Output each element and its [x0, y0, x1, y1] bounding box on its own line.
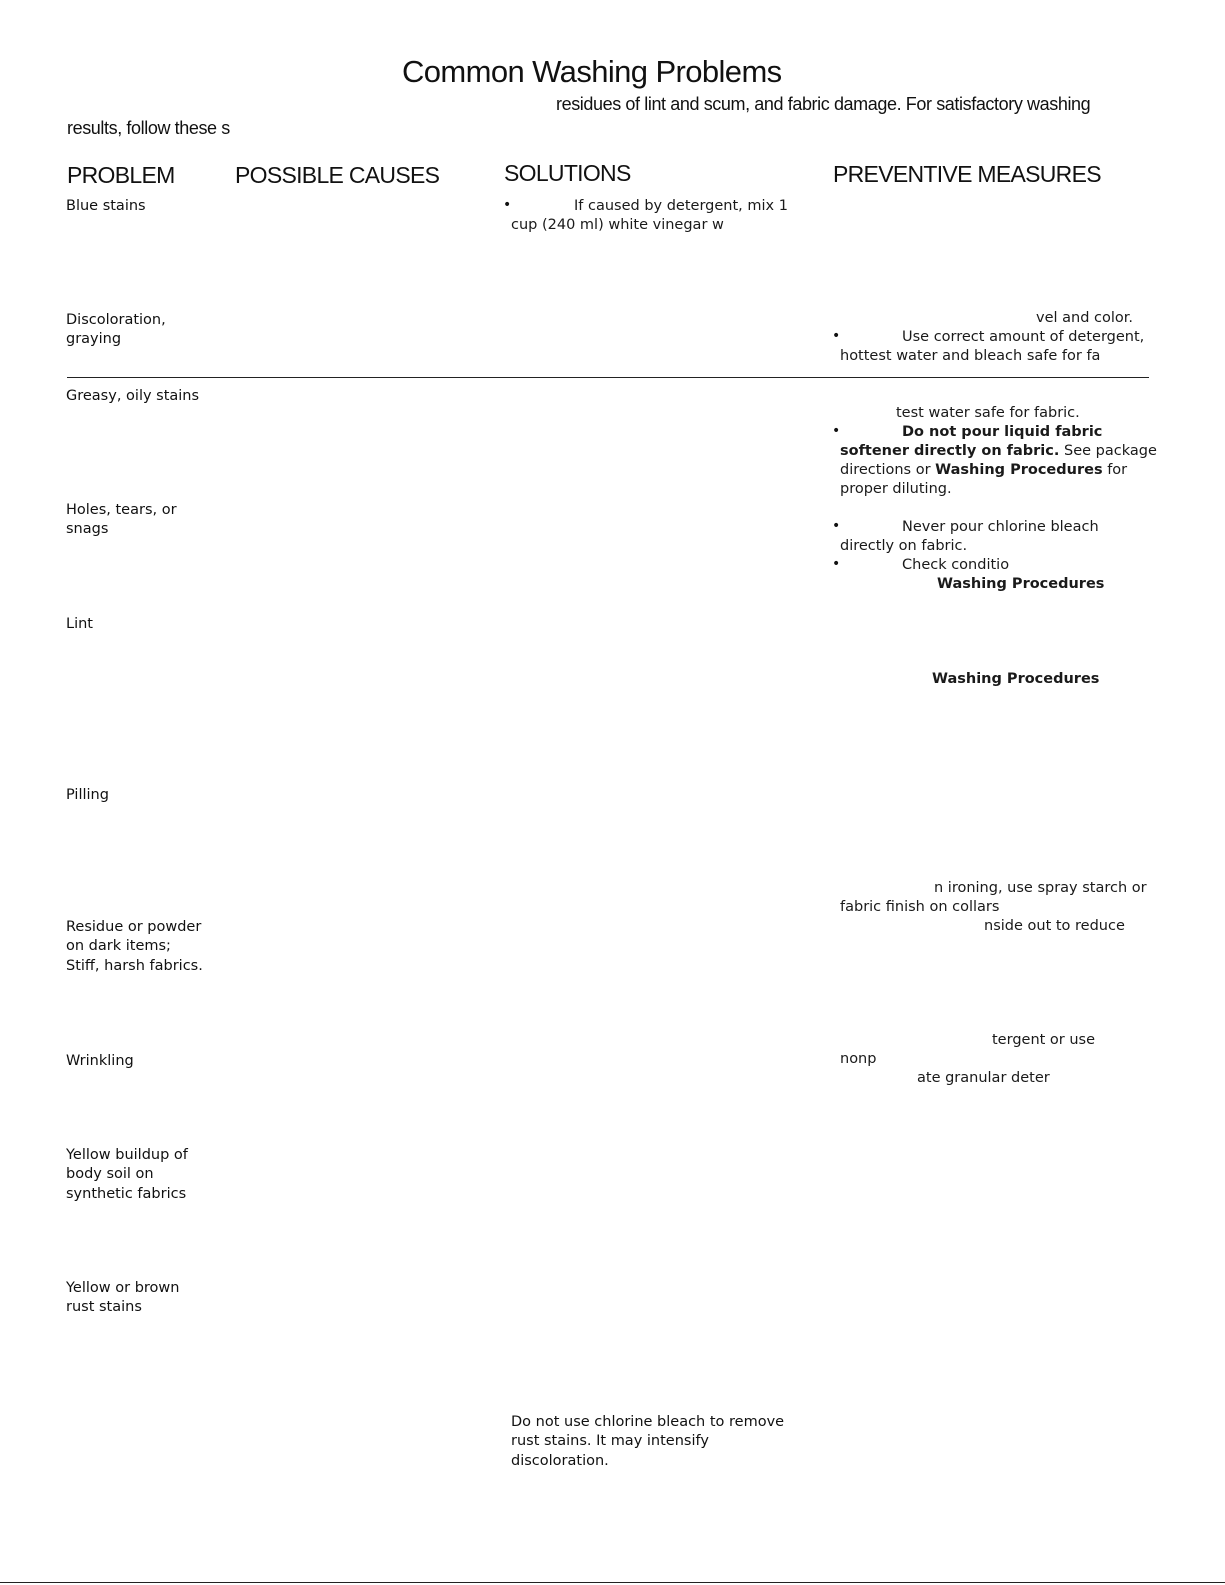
- note-line: discoloration.: [511, 1452, 609, 1469]
- bullet-icon: •: [832, 518, 841, 534]
- preventive-fragment: nonp: [840, 1051, 877, 1067]
- preventive-text: directions or: [840, 462, 936, 478]
- bullet-icon: •: [503, 197, 512, 213]
- problem-discoloration: [66, 311, 166, 350]
- preventive-fragment: vel and color.: [1036, 310, 1134, 326]
- problem-line: on dark items;: [66, 938, 171, 955]
- row-divider: [67, 377, 1149, 378]
- bullet-icon: •: [832, 556, 841, 572]
- problem-line: Residue or powder: [66, 919, 202, 935]
- note-line: rust stains. It may intensify: [511, 1433, 709, 1450]
- problem-line: Holes, tears, or: [66, 502, 177, 518]
- column-header-causes: POSSIBLE CAUSES: [235, 162, 440, 188]
- preventive-fragment: test water safe for fabric.: [896, 405, 1080, 421]
- problem-line: Yellow buildup of: [66, 1147, 188, 1163]
- preventive-fragment: nside out to reduce: [984, 918, 1125, 934]
- solution-blue-stains-line-2: cup (240 ml) white vinegar w: [511, 217, 724, 233]
- preventive-fragment: Use correct amount of detergent,: [902, 329, 1145, 345]
- bullet-icon: •: [832, 328, 841, 344]
- problem-yellow-buildup: [66, 1146, 188, 1204]
- problem-yellow-rust: [66, 1279, 179, 1318]
- preventive-fragment: fabric finish on collars: [840, 899, 1000, 915]
- problem-blue-stains: Blue stains: [66, 198, 146, 214]
- column-header-solutions: SOLUTIONS: [504, 160, 631, 186]
- preventive-fragment: [840, 442, 1157, 461]
- preventive-fragment: Check conditio: [902, 557, 1010, 573]
- preventive-fragment: directly on fabric.: [840, 538, 968, 554]
- problem-residue: [66, 918, 203, 976]
- washing-procedures-reference: Washing Procedures: [932, 671, 1100, 687]
- preventive-text: for: [1102, 462, 1128, 478]
- bullet-icon: •: [832, 423, 841, 439]
- preventive-fragment: n ironing, use spray starch or: [934, 880, 1147, 896]
- column-header-preventive: PREVENTIVE MEASURES: [833, 161, 1101, 187]
- column-header-problem: PROBLEM: [67, 162, 175, 188]
- problem-line: body soil on: [66, 1166, 154, 1183]
- preventive-fragment: proper diluting.: [840, 481, 952, 497]
- page-title: Common Washing Problems: [402, 54, 782, 89]
- problem-lint: Lint: [66, 616, 93, 632]
- solution-blue-stains-line-1: If caused by detergent, mix 1: [574, 198, 788, 214]
- intro-line-2: results, follow these s: [67, 118, 230, 138]
- problem-line: graying: [66, 331, 122, 348]
- problem-line: Discoloration,: [66, 312, 166, 328]
- preventive-fragment: ate granular deter: [917, 1070, 1050, 1086]
- preventive-fragment: tergent or use: [992, 1032, 1096, 1048]
- preventive-fragment: hottest water and bleach safe for fa: [840, 348, 1101, 364]
- washing-procedures-reference: Washing Procedures: [935, 462, 1103, 478]
- problem-line: synthetic fabrics: [66, 1185, 187, 1202]
- problem-wrinkling: Wrinkling: [66, 1053, 134, 1069]
- problem-pilling: Pilling: [66, 787, 109, 803]
- preventive-fragment: [840, 461, 1127, 480]
- page-bottom-border: [0, 1582, 1225, 1583]
- preventive-text: See package: [1059, 443, 1157, 459]
- preventive-bold-text: softener directly on fabric.: [840, 443, 1060, 459]
- note-line: Do not use chlorine bleach to remove: [511, 1414, 785, 1430]
- preventive-fragment: Never pour chlorine bleach: [902, 519, 1099, 535]
- problem-greasy-stains: Greasy, oily stains: [66, 388, 200, 404]
- problem-line: snags: [66, 521, 109, 538]
- solution-rust-note: [511, 1413, 784, 1471]
- intro-line-1: residues of lint and scum, and fabric damage. For satisfactory washing: [556, 94, 1091, 114]
- washing-procedures-reference: Washing Procedures: [937, 576, 1105, 592]
- problem-line: Stiff, harsh fabrics.: [66, 957, 203, 974]
- problem-holes: [66, 501, 177, 540]
- preventive-fragment: Do not pour liquid fabric: [902, 424, 1103, 440]
- problem-line: rust stains: [66, 1299, 142, 1316]
- problem-line: Yellow or brown: [66, 1280, 180, 1296]
